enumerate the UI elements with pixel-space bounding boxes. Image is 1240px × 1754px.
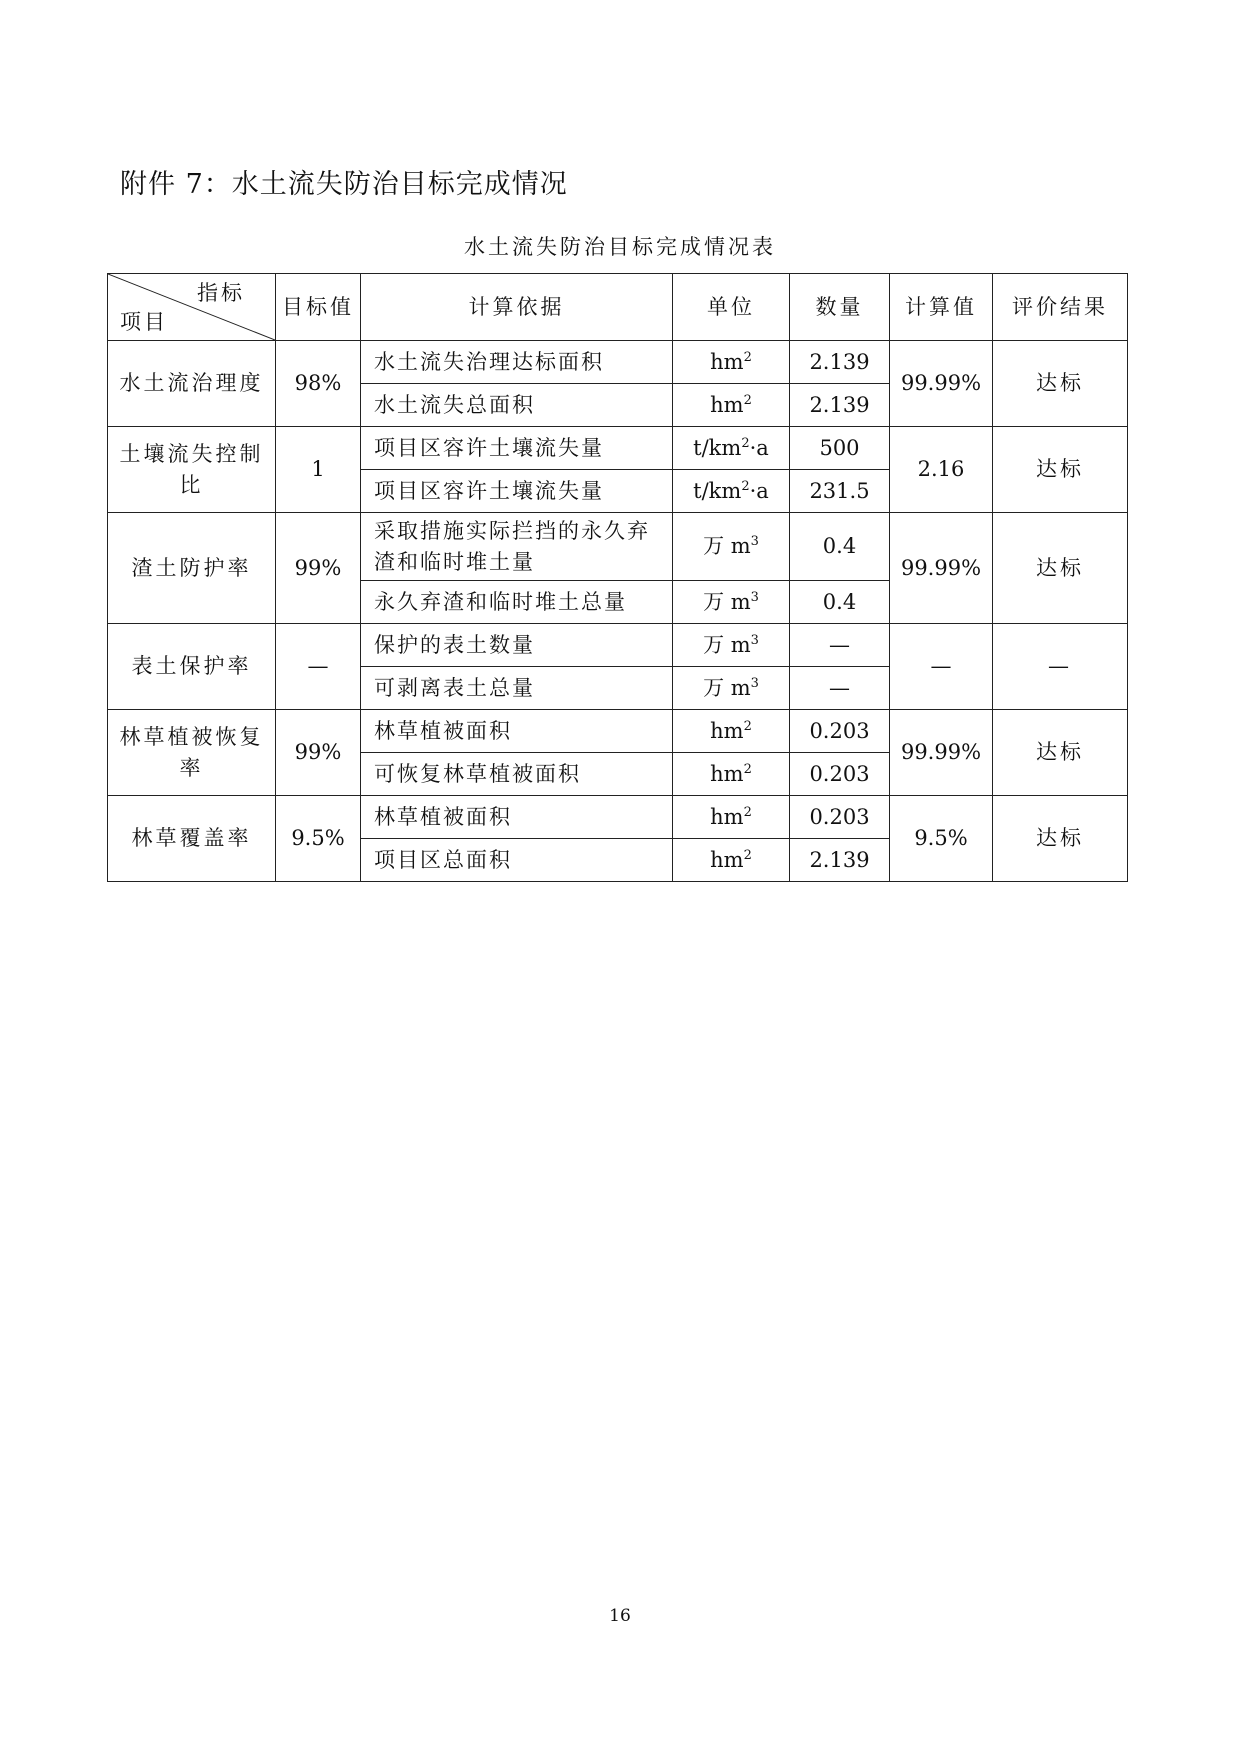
target-value: 99%	[276, 513, 361, 624]
unit-cell	[673, 796, 790, 839]
unit-base: 万 m	[703, 632, 751, 657]
indicator-name: 表土保护率	[108, 624, 276, 710]
unit-base: hm	[710, 761, 744, 786]
unit-exponent: 2	[743, 349, 752, 365]
table-caption: 水土流失防治目标完成情况表	[464, 235, 776, 259]
unit-cell	[673, 384, 790, 427]
unit-tail: ·a	[749, 435, 769, 460]
header-row	[108, 274, 1128, 341]
calc-basis: 采取措施实际拦挡的永久弃渣和临时堆土量	[361, 513, 673, 581]
table-row	[108, 624, 1128, 667]
result-value: 达标	[993, 427, 1128, 513]
indicator-name: 林草覆盖率	[108, 796, 276, 882]
unit-cell	[673, 513, 790, 581]
indicator-name: 水土流治理度	[108, 341, 276, 427]
quantity-value: —	[790, 624, 890, 667]
calc-basis: 可恢复林草植被面积	[361, 753, 673, 796]
result-value: 达标	[993, 513, 1128, 624]
unit-cell	[673, 470, 790, 513]
calc-basis: 保护的表土数量	[361, 624, 673, 667]
target-value: 98%	[276, 341, 361, 427]
header-unit: 单位	[673, 274, 790, 341]
unit-exponent: 3	[750, 589, 759, 605]
page-number: 16	[609, 1606, 631, 1626]
quantity-value: 500	[790, 427, 890, 470]
calc-value: 2.16	[890, 427, 993, 513]
unit-cell	[673, 581, 790, 624]
unit-base: hm	[710, 804, 744, 829]
quantity-value: 0.4	[790, 581, 890, 624]
unit-exponent: 2	[741, 435, 750, 451]
calc-value: 9.5%	[890, 796, 993, 882]
calc-basis: 永久弃渣和临时堆土总量	[361, 581, 673, 624]
quantity-value: 2.139	[790, 384, 890, 427]
header-result: 评价结果	[993, 274, 1128, 341]
calc-basis: 水土流失治理达标面积	[361, 341, 673, 384]
indicator-name: 土壤流失控制比	[108, 427, 276, 513]
table-row	[108, 341, 1128, 384]
calc-basis: 林草植被面积	[361, 710, 673, 753]
unit-exponent: 2	[743, 392, 752, 408]
calc-value: —	[890, 624, 993, 710]
target-value: 9.5%	[276, 796, 361, 882]
calc-value: 99.99%	[890, 710, 993, 796]
unit-base: hm	[710, 392, 744, 417]
unit-exponent: 2	[743, 761, 752, 777]
calc-basis: 林草植被面积	[361, 796, 673, 839]
diagonal-header-cell	[108, 274, 276, 341]
quantity-value: 0.203	[790, 753, 890, 796]
table-row	[108, 513, 1128, 581]
header-target: 目标值	[276, 274, 361, 341]
unit-exponent: 3	[750, 675, 759, 691]
target-completion-table	[107, 273, 1128, 882]
table-row	[108, 427, 1128, 470]
unit-exponent: 2	[741, 478, 750, 494]
quantity-value: 0.203	[790, 796, 890, 839]
unit-cell	[673, 624, 790, 667]
calc-basis: 项目区总面积	[361, 839, 673, 882]
unit-exponent: 3	[750, 534, 759, 549]
result-value: 达标	[993, 710, 1128, 796]
calc-basis: 水土流失总面积	[361, 384, 673, 427]
calc-basis: 项目区容许土壤流失量	[361, 427, 673, 470]
unit-cell	[673, 667, 790, 710]
target-value: —	[276, 624, 361, 710]
target-value: 1	[276, 427, 361, 513]
unit-base: t/km	[693, 478, 742, 503]
unit-cell	[673, 341, 790, 384]
unit-base: hm	[710, 349, 744, 374]
calc-value: 99.99%	[890, 513, 993, 624]
unit-exponent: 2	[743, 804, 752, 820]
calc-value: 99.99%	[890, 341, 993, 427]
header-basis: 计算依据	[361, 274, 673, 341]
unit-exponent: 3	[750, 632, 759, 648]
unit-base: hm	[710, 718, 744, 743]
result-value: 达标	[993, 341, 1128, 427]
quantity-value: 2.139	[790, 341, 890, 384]
quantity-value: 0.4	[790, 513, 890, 581]
unit-base: hm	[710, 847, 744, 872]
result-value: 达标	[993, 796, 1128, 882]
quantity-value: —	[790, 667, 890, 710]
unit-cell	[673, 753, 790, 796]
quantity-value: 0.203	[790, 710, 890, 753]
header-calc: 计算值	[890, 274, 993, 341]
unit-base: t/km	[693, 435, 742, 460]
unit-cell	[673, 839, 790, 882]
header-indicator: 指标	[197, 281, 245, 305]
unit-base: 万 m	[703, 589, 751, 614]
indicator-name: 渣土防护率	[108, 513, 276, 624]
result-value: —	[993, 624, 1128, 710]
unit-base: 万 m	[703, 534, 751, 558]
target-value: 99%	[276, 710, 361, 796]
unit-base: 万 m	[703, 675, 751, 700]
table-row	[108, 796, 1128, 839]
header-quantity: 数量	[790, 274, 890, 341]
table-row	[108, 710, 1128, 753]
indicator-name: 林草植被恢复率	[108, 710, 276, 796]
quantity-value: 231.5	[790, 470, 890, 513]
calc-basis: 可剥离表土总量	[361, 667, 673, 710]
unit-exponent: 2	[743, 718, 752, 734]
unit-exponent: 2	[743, 847, 752, 863]
unit-cell	[673, 427, 790, 470]
header-project: 项目	[120, 310, 168, 334]
page-heading: 附件 7：水土流失防治目标完成情况	[120, 169, 568, 200]
calc-basis: 项目区容许土壤流失量	[361, 470, 673, 513]
unit-tail: ·a	[749, 478, 769, 503]
quantity-value: 2.139	[790, 839, 890, 882]
unit-cell	[673, 710, 790, 753]
